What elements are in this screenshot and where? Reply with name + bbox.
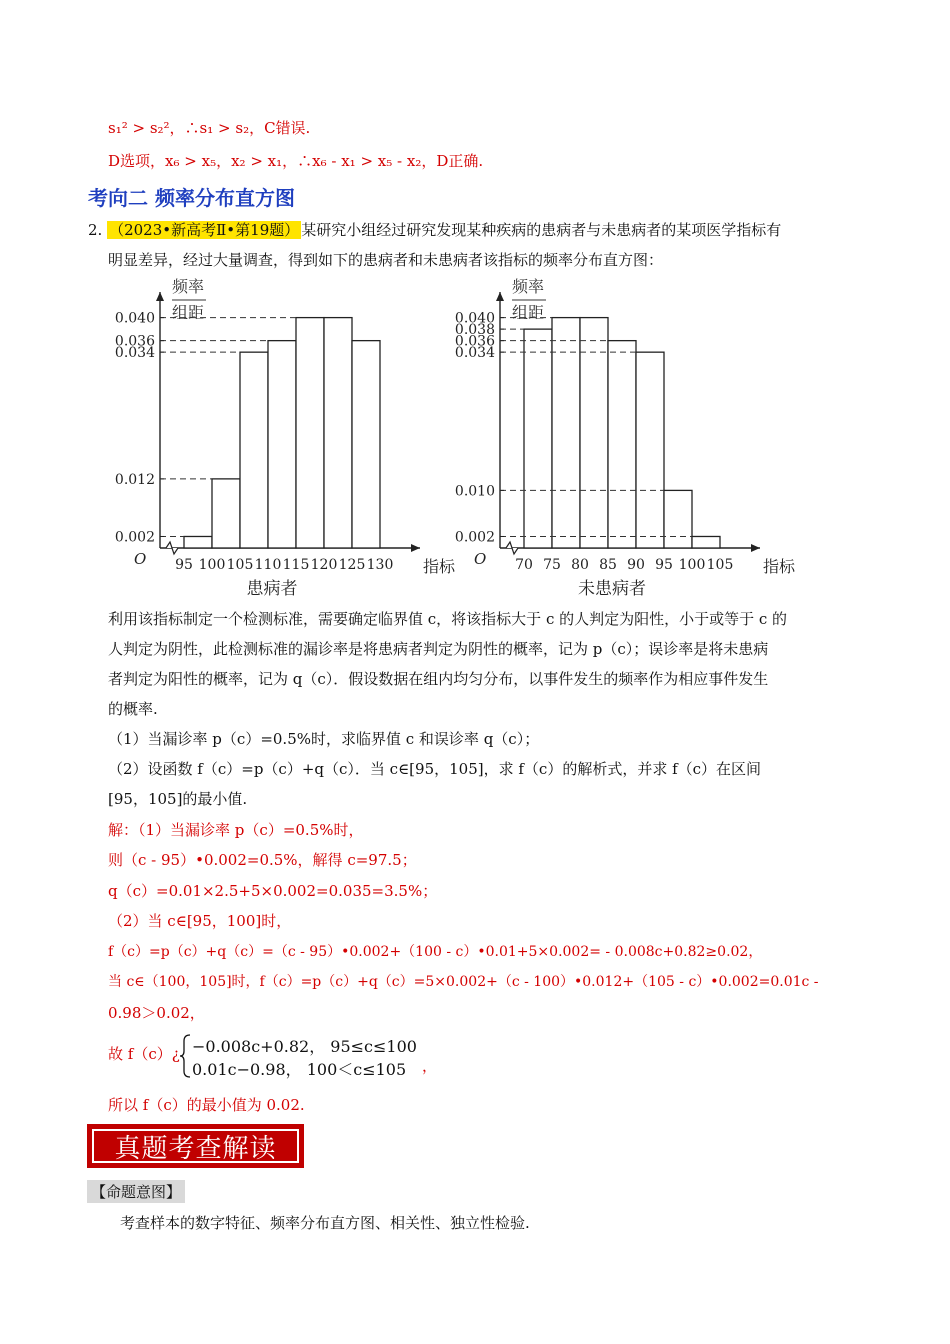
chart-title: 患病者	[246, 579, 298, 599]
y-tick-label: 0.040	[454, 310, 495, 327]
y-tick-label: 0.002	[114, 529, 155, 546]
x-tick-label: 120	[310, 557, 338, 573]
y-label-bottom: 组距	[171, 303, 205, 322]
histogram-patients	[100, 272, 456, 602]
body-line-4: 的概率.	[108, 700, 158, 718]
histogram-bar	[240, 352, 268, 548]
x-tick-label: 90	[627, 557, 645, 573]
section-banner	[87, 1124, 304, 1168]
piecewise-case-2: 0.01c−0.98， 100＜c≤105	[192, 1060, 407, 1079]
y-axis-arrow-icon	[496, 292, 504, 301]
solution-line-6: 当 c∈（100，105]时，f（c）=p（c）+q（c）=5×0.002+（c - 100）•0.012+（105 - c）•0.002=0.01c -	[108, 974, 819, 990]
solution-line-5: f（c）=p（c）+q（c）=（c - 95）•0.002+（100 - c）•0.01+5×0.002= - 0.008c+0.82≥0.02，	[108, 944, 763, 960]
x-tick-label: 105	[706, 557, 734, 573]
solution-line-4: （2）当 c∈[95，100]时，	[108, 912, 292, 930]
x-axis-label: 指标	[423, 557, 456, 576]
x-tick-label: 70	[515, 557, 533, 573]
y-axis-arrow-icon	[156, 292, 164, 301]
histogram-bar	[524, 329, 552, 548]
histogram-bar	[268, 341, 296, 548]
y-tick-label: 0.012	[114, 471, 155, 488]
histogram-non-patients	[440, 272, 796, 602]
left-brace-icon	[180, 1033, 192, 1079]
solution-line-3: q（c）=0.01×2.5+5×0.002=0.035=3.5%；	[108, 882, 438, 900]
histogram-bar	[608, 341, 636, 548]
histogram-bar	[296, 318, 324, 548]
body-line-3: 者判定为阳性的概率，记为 q（c）．假设数据在组内均匀分布，以事件发生的频率作为相应事件发生	[108, 670, 769, 688]
y-tick-label: 0.038	[454, 322, 495, 339]
x-tick-label: 110	[254, 557, 282, 573]
piecewise-suffix: ，	[422, 1057, 438, 1075]
solution-conclusion: 所以 f（c）的最小值为 0.02.	[108, 1096, 305, 1114]
x-tick-label: 95	[175, 557, 193, 573]
x-tick-label: 125	[338, 557, 366, 573]
x-tick-label: 100	[678, 557, 706, 573]
source-tag: （2023•新高考Ⅱ•第19题）	[109, 221, 300, 239]
y-tick-label: 0.036	[454, 333, 495, 350]
intro-text-1: 某研究小组经过研究发现某种疾病的患病者与未患病者的某项医学指标有	[301, 221, 782, 239]
histogram-bar	[636, 352, 664, 548]
x-tick-label: 130	[366, 557, 394, 573]
y-tick-label: 0.002	[454, 529, 495, 546]
solution-line-prev-2: D选项，x₆ > x₅，x₂ > x₁，∴x₆ - x₁ > x₅ - x₂，D正确.	[108, 152, 484, 170]
axis-break-icon	[506, 542, 518, 554]
mingti-label: 【命题意图】	[87, 1180, 185, 1203]
histogram-bar	[324, 318, 352, 548]
y-tick-label: 0.034	[114, 345, 155, 362]
x-tick-label: 105	[226, 557, 254, 573]
y-tick-label: 0.040	[114, 310, 155, 327]
problem-number: 2.	[88, 221, 103, 239]
section-heading: 考向二 频率分布直方图	[88, 186, 295, 210]
question-2b: [95，105]的最小值.	[108, 790, 248, 808]
y-label-top: 频率	[171, 277, 205, 296]
x-tick-label: 95	[655, 557, 673, 573]
question-2a: （2）设函数 f（c）=p（c）+q（c）．当 c∈[95，105]，求 f（c）的解析式，并求 f（c）在区间	[108, 760, 762, 778]
histogram-bar	[212, 479, 240, 548]
intro-text-2: 明显差异，经过大量调查，得到如下的患病者和未患病者该指标的频率分布直方图：	[108, 251, 664, 269]
mingti-text: 考查样本的数字特征、频率分布直方图、相关性、独立性检验.	[120, 1214, 530, 1232]
body-line-1: 利用该指标制定一个检测标准，需要确定临界值 c，将该指标大于 c 的人判定为阳性，小于或等于 c 的	[108, 610, 788, 628]
x-tick-label: 80	[571, 557, 589, 573]
y-tick-label: 0.034	[454, 345, 495, 362]
x-tick-label: 100	[198, 557, 226, 573]
x-tick-label: 85	[599, 557, 617, 573]
chart-title: 未患病者	[578, 579, 646, 599]
x-axis-label: 指标	[763, 557, 796, 576]
question-1: （1）当漏诊率 p（c）=0.5%时，求临界值 c 和误诊率 q（c）；	[108, 730, 540, 748]
histogram-bar	[664, 490, 692, 548]
origin-label: O	[474, 550, 487, 568]
body-line-2: 人判定为阴性，此检测标准的漏诊率是将患病者判定为阴性的概率，记为 p（c）；误诊率是将未患病	[108, 640, 769, 658]
origin-label: O	[134, 550, 147, 568]
banner-title: 真题考查解读	[92, 1129, 299, 1163]
x-axis-arrow-icon	[751, 544, 760, 552]
solution-line-2: 则（c - 95）•0.002=0.5%，解得 c=97.5；	[108, 851, 417, 869]
histogram-bar	[184, 536, 212, 548]
solution-line-7: 0.98＞0.02，	[108, 1004, 205, 1022]
axis-break-icon	[166, 542, 178, 554]
solution-line-prev-1: s₁² > s₂²，∴s₁ > s₂，C错误.	[108, 119, 311, 137]
x-axis-arrow-icon	[411, 544, 420, 552]
piecewise-case-1: −0.008c+0.82， 95≤c≤100	[192, 1037, 417, 1056]
y-label-bottom: 组距	[511, 303, 545, 322]
x-tick-label: 75	[543, 557, 561, 573]
histogram-bar	[352, 341, 380, 548]
histogram-bar	[692, 536, 720, 548]
solution-line-1: 解：（1）当漏诊率 p（c）=0.5%时，	[108, 821, 364, 839]
piecewise-prefix: 故 f（c）¿	[108, 1045, 180, 1063]
problem-intro	[88, 215, 864, 245]
x-tick-label: 115	[282, 557, 310, 573]
y-tick-label: 0.036	[114, 333, 155, 350]
y-label-top: 频率	[511, 277, 545, 296]
y-tick-label: 0.010	[454, 483, 495, 500]
